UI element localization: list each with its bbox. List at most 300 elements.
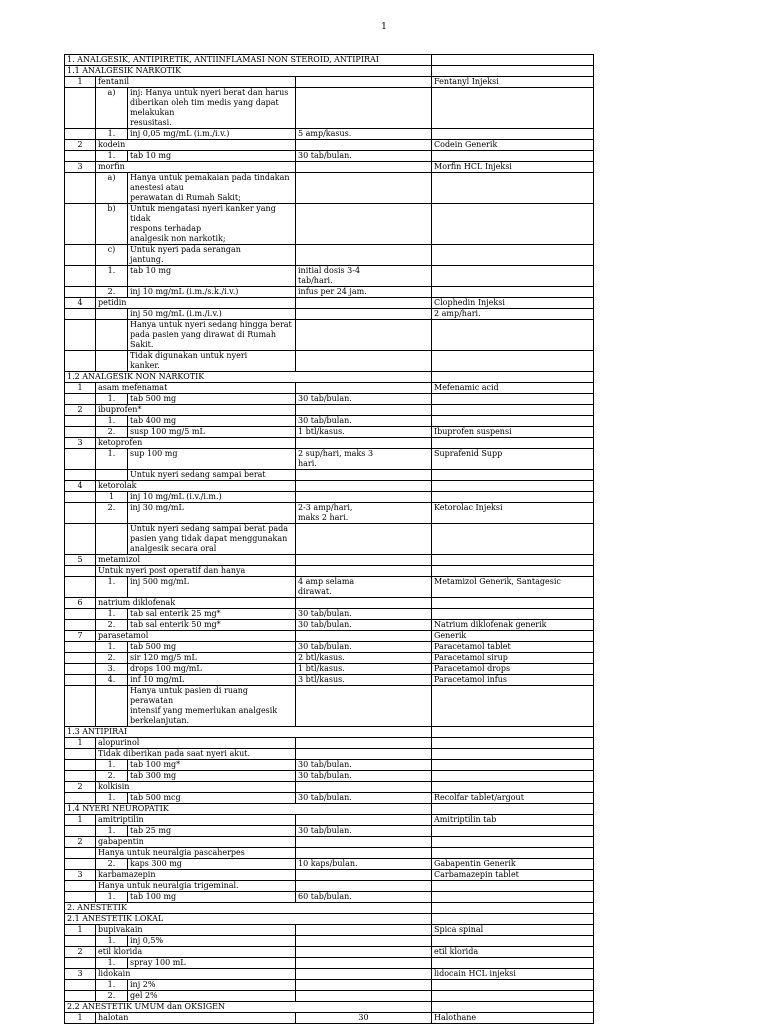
table-cell: 30 [296,1013,432,1024]
table-cell [296,555,432,566]
table-row [65,287,594,298]
table-cell: 1. [96,892,128,903]
table-row [65,405,594,416]
table-row [65,173,594,204]
table-cell: 1. [96,826,128,837]
table-cell: tab 400 mg [128,416,296,427]
table-cell [65,88,96,129]
table-cell [296,88,432,129]
table-cell: tab 100 mg [128,892,296,903]
table-cell: 1. [96,266,128,287]
table-cell: 2 [65,947,96,958]
table-cell [65,309,96,320]
table-cell: 3. [96,664,128,675]
table-row [65,738,594,749]
table-cell: 3 [65,870,96,881]
table-cell [296,947,432,958]
table-cell [432,481,594,492]
table-cell [65,151,96,162]
table-cell [296,438,432,449]
table-cell [432,749,594,760]
table-cell [432,738,594,749]
table-cell [432,266,594,287]
table-cell: asam mefenamat [96,383,296,394]
table-cell [65,173,96,204]
table-cell: morfin [96,162,296,173]
table-row [65,936,594,947]
table-cell [432,320,594,351]
table-cell [96,686,128,727]
table-cell: natrium diklofenak [96,598,296,609]
table-cell: inj 500 mg/mL [128,577,296,598]
table-cell [432,372,594,383]
table-cell [65,958,96,969]
table-row [65,859,594,870]
table-cell [296,492,432,503]
table-cell [296,958,432,969]
table-cell: Untuk nyeri sedang sampai berat pada pasien yang tidak dapat menggunakan analgesik secara oral [128,524,296,555]
table-cell [65,620,96,631]
table-row [65,914,594,925]
table-row [65,481,594,492]
table-cell: parasetamol [96,631,296,642]
table-cell: Codein Generik [432,140,594,151]
table-cell: 1. [96,449,128,470]
table-cell [296,405,432,416]
table-cell: Hanya untuk pasien di ruang perawatan intensif yang memerlukan analgesik berkelanjutan. [128,686,296,727]
table-cell [296,470,432,481]
table-cell: 30 tab/bulan. [296,642,432,653]
table-cell: tab sal enterik 50 mg* [128,620,296,631]
table-cell: etil klorida [432,947,594,958]
table-cell [296,837,432,848]
table-cell: 4 [65,298,96,309]
table-cell: 1. [96,151,128,162]
table-cell: 1. [96,760,128,771]
table-cell [65,991,96,1002]
table-row [65,372,594,383]
table-cell: 2. [96,653,128,664]
table-row [65,881,594,892]
table-cell: 2 [65,837,96,848]
table-cell: 2 amp/hari. [432,309,594,320]
table-cell [432,980,594,991]
table-cell [432,782,594,793]
table-cell [296,566,432,577]
table-cell: tab 10 mg [128,151,296,162]
table-cell: 30 tab/bulan. [296,771,432,782]
table-cell: lidocain HCL injeksi [432,969,594,980]
table-cell [65,859,96,870]
table-cell: alopurinol [96,738,296,749]
table-row [65,416,594,427]
table-cell: 30 tab/bulan. [296,609,432,620]
table-cell: inj 30 mg/mL [128,503,296,524]
table-cell [65,524,96,555]
table-cell: kaps 300 mg [128,859,296,870]
table-row [65,140,594,151]
table-cell: 3 [65,162,96,173]
table-cell: 1 btl/kasus. [296,664,432,675]
table-cell [65,566,96,577]
table-cell: Ketorolac Injeksi [432,503,594,524]
table-cell [432,173,594,204]
table-row [65,88,594,129]
table-row [65,727,594,738]
page-number: 1 [381,22,387,32]
table-cell: Ibuprofen suspensi [432,427,594,438]
table-cell [296,782,432,793]
table-cell [432,66,594,77]
table-row [65,793,594,804]
table-cell [65,936,96,947]
table-cell: 10 kaps/bulan. [296,859,432,870]
table-cell: Tidak diberikan pada saat nyeri akut. [96,749,296,760]
table-row [65,631,594,642]
table-cell [432,914,594,925]
table-cell: Clophedin Injeksi [432,298,594,309]
table-row [65,427,594,438]
table-cell: 2. [96,991,128,1002]
table-cell [296,524,432,555]
table-cell [432,686,594,727]
table-cell [432,555,594,566]
table-cell: gel 2% [128,991,296,1002]
table-cell: 2 btl/kasus. [296,653,432,664]
table-row [65,771,594,782]
table-cell: 30 tab/bulan. [296,151,432,162]
table-cell [296,969,432,980]
table-cell: 4 [65,481,96,492]
table-cell: amitriptilin [96,815,296,826]
table-cell [65,826,96,837]
table-row [65,266,594,287]
table-cell: Untuk mengatasi nyeri kanker yang tidak respons terhadap analgesik non narkotik; [128,204,296,245]
table-cell [432,151,594,162]
table-cell: 2.1 ANESTETIK LOKAL [65,914,432,925]
table-cell [432,837,594,848]
table-cell [296,162,432,173]
table-cell [432,351,594,372]
table-cell: tab 300 mg [128,771,296,782]
table-cell: 1 [65,383,96,394]
table-cell [65,675,96,686]
table-cell [65,427,96,438]
table-cell [296,140,432,151]
table-cell: Tidak digunakan untuk nyeri kanker. [128,351,296,372]
table-row [65,320,594,351]
table-cell: inf 10 mg/mL [128,675,296,686]
table-cell [296,738,432,749]
table-cell [432,991,594,1002]
table-row [65,492,594,503]
table-cell [296,631,432,642]
table-cell: 4. [96,675,128,686]
table-cell: Morfin HCL Injeksi [432,162,594,173]
table-cell: 3 [65,969,96,980]
table-cell: etil klorida [96,947,296,958]
table-cell: Paracetamol tablet [432,642,594,653]
table-row [65,925,594,936]
table-row [65,204,594,245]
table-cell: petidin [96,298,296,309]
table-cell [65,416,96,427]
table-cell [65,793,96,804]
table-row [65,653,594,664]
table-cell: Fentanyl Injeksi [432,77,594,88]
table-cell: Paracetamol sirup [432,653,594,664]
table-cell: a) [96,173,128,204]
table-row [65,470,594,481]
table-cell: Metamizol Generik, Santagesic [432,577,594,598]
table-cell: 6 [65,598,96,609]
table-cell: inj 0,5% [128,936,296,947]
table-cell: 3 btl/kasus. [296,675,432,686]
table-cell [65,642,96,653]
table-row [65,947,594,958]
table-cell: 1. [96,609,128,620]
table-cell: tab 500 mg [128,642,296,653]
table-cell [296,848,432,859]
table-cell [96,320,128,351]
table-cell [432,394,594,405]
table-row [65,503,594,524]
table-cell [296,815,432,826]
formulary-table [64,54,594,1024]
table-cell [432,727,594,738]
table-cell: Hanya untuk neuralgia pascaherpes [96,848,296,859]
table-cell: 1. [96,793,128,804]
table-cell: Carbamazepin tablet [432,870,594,881]
table-cell: 30 tab/bulan. [296,826,432,837]
table-cell: Paracetamol drops [432,664,594,675]
table-cell [65,129,96,140]
table-cell [296,686,432,727]
table-cell: 1. [96,980,128,991]
table-cell [432,287,594,298]
table-cell [296,351,432,372]
table-cell [65,503,96,524]
table-cell: 1. [96,958,128,969]
table-cell [65,204,96,245]
table-row [65,162,594,173]
table-row [65,449,594,470]
table-row [65,383,594,394]
table-cell: 1. [96,129,128,140]
table-cell: Untuk nyeri post operatif dan hanya [96,566,296,577]
table-row [65,620,594,631]
table-cell: 1. [96,416,128,427]
table-cell: 1.2 ANALGESIK NON NARKOTIK [65,372,432,383]
table-cell: fentanil [96,77,296,88]
table-row [65,1013,594,1024]
table-cell [65,653,96,664]
table-cell [432,804,594,815]
table-cell [296,749,432,760]
table-cell [65,848,96,859]
table-cell [65,771,96,782]
table-cell: 2. [96,771,128,782]
table-cell: susp 100 mg/5 mL [128,427,296,438]
table-cell: 1 [65,815,96,826]
table-cell [65,320,96,351]
table-cell: tab 10 mg [128,266,296,287]
table-cell [432,609,594,620]
table-cell: 1. [96,577,128,598]
table-cell [432,598,594,609]
table-cell [65,287,96,298]
table-cell: 1. [96,394,128,405]
table-cell: kolkisin [96,782,296,793]
table-cell: 30 tab/bulan. [296,620,432,631]
table-row [65,151,594,162]
table-row [65,1002,594,1013]
table-cell: b) [96,204,128,245]
table-cell: initial dosis 3-4 tab/hari. [296,266,432,287]
formulary-body [65,55,594,1024]
table-cell [65,577,96,598]
table-row [65,749,594,760]
table-cell [96,470,128,481]
table-row [65,438,594,449]
table-cell: 1.1 ANALGESIK NARKOTIK [65,66,432,77]
table-row [65,77,594,88]
table-cell [65,664,96,675]
table-cell: tab 500 mcg [128,793,296,804]
table-cell: inj 0,05 mg/mL (i.m./i.v.) [128,129,296,140]
table-cell [432,958,594,969]
table-cell [65,492,96,503]
table-cell [432,405,594,416]
table-cell: 5 [65,555,96,566]
table-cell: inj 2% [128,980,296,991]
table-cell: inj 50 mg/mL (i.m./i.v.) [128,309,296,320]
table-cell [296,309,432,320]
table-cell [296,320,432,351]
table-cell: tab sal enterik 25 mg* [128,609,296,620]
table-row [65,760,594,771]
table-cell: 2.2 ANESTETIK UMUM dan OKSIGEN [65,1002,432,1013]
table-cell [296,481,432,492]
table-cell [65,394,96,405]
table-row [65,298,594,309]
table-cell [432,470,594,481]
table-row [65,598,594,609]
table-cell: 1 [65,925,96,936]
table-cell [65,266,96,287]
table-cell: 30 tab/bulan. [296,793,432,804]
table-cell [296,77,432,88]
table-cell [296,870,432,881]
table-cell [65,245,96,266]
table-cell: 1.4 NYERI NEUROPATIK [65,804,432,815]
table-cell: ibuprofen* [96,405,296,416]
table-cell: 5 amp/kasus. [296,129,432,140]
table-cell: karbamazepin [96,870,296,881]
table-row [65,642,594,653]
table-cell: sir 120 mg/5 mL [128,653,296,664]
table-row [65,577,594,598]
table-cell: Hanya untuk neuralgia trigeminal. [96,881,296,892]
table-row [65,837,594,848]
table-cell [432,88,594,129]
table-cell: Amitriptilin tab [432,815,594,826]
table-cell: 1 [65,738,96,749]
table-cell [432,566,594,577]
table-cell [96,309,128,320]
table-row [65,969,594,980]
table-row [65,609,594,620]
table-cell: ketorolak [96,481,296,492]
table-cell: 2 [65,140,96,151]
table-cell: metamizol [96,555,296,566]
table-cell [96,524,128,555]
table-cell: ketoprofen [96,438,296,449]
table-row [65,686,594,727]
table-cell: 1. [96,936,128,947]
table-cell: tab 100 mg* [128,760,296,771]
table-cell: Generik [432,631,594,642]
table-cell: Untuk nyeri sedang sampai berat [128,470,296,481]
table-cell: 2 [65,782,96,793]
table-cell [296,925,432,936]
table-cell: Hanya untuk pemakaian pada tindakan anestesi atau perawatan di Rumah Sakit; [128,173,296,204]
table-cell: 2. [96,427,128,438]
table-cell [65,749,96,760]
table-cell [65,449,96,470]
table-cell: Recolfar tablet/argout [432,793,594,804]
table-cell [296,204,432,245]
table-cell [296,383,432,394]
table-cell: spray 100 mL [128,958,296,969]
table-cell: 1 [65,1013,96,1024]
table-cell: bupivakain [96,925,296,936]
table-cell: 1. [96,642,128,653]
table-cell: 2. ANESTETIK [65,903,432,914]
table-cell [432,416,594,427]
table-cell: 7 [65,631,96,642]
table-row [65,870,594,881]
table-cell: gabapentin [96,837,296,848]
table-cell: infus per 24 jam. [296,287,432,298]
table-cell [296,173,432,204]
table-cell [65,686,96,727]
table-cell [432,438,594,449]
table-cell [432,848,594,859]
table-row [65,555,594,566]
table-cell: 1 [96,492,128,503]
table-cell: sup 100 mg [128,449,296,470]
table-cell: Mefenamic acid [432,383,594,394]
table-row [65,958,594,969]
table-cell: tab 25 mg [128,826,296,837]
table-row [65,129,594,140]
table-cell [65,609,96,620]
table-cell: 2. [96,859,128,870]
table-cell [432,892,594,903]
table-cell: 2. [96,620,128,631]
table-cell: 1. ANALGESIK, ANTIPIRETIK, ANTIINFLAMASI NON STEROID, ANTIPIRAI [65,55,432,66]
table-cell: inj 10 mg/mL (i.m./s.k./i.v.) [128,287,296,298]
table-cell: a) [96,88,128,129]
table-row [65,848,594,859]
table-cell [432,492,594,503]
table-cell: 30 tab/bulan. [296,394,432,405]
table-cell: drops 100 mg/mL [128,664,296,675]
table-cell: 1.3 ANTIPIRAI [65,727,432,738]
table-cell [65,892,96,903]
table-cell: 1 [65,77,96,88]
